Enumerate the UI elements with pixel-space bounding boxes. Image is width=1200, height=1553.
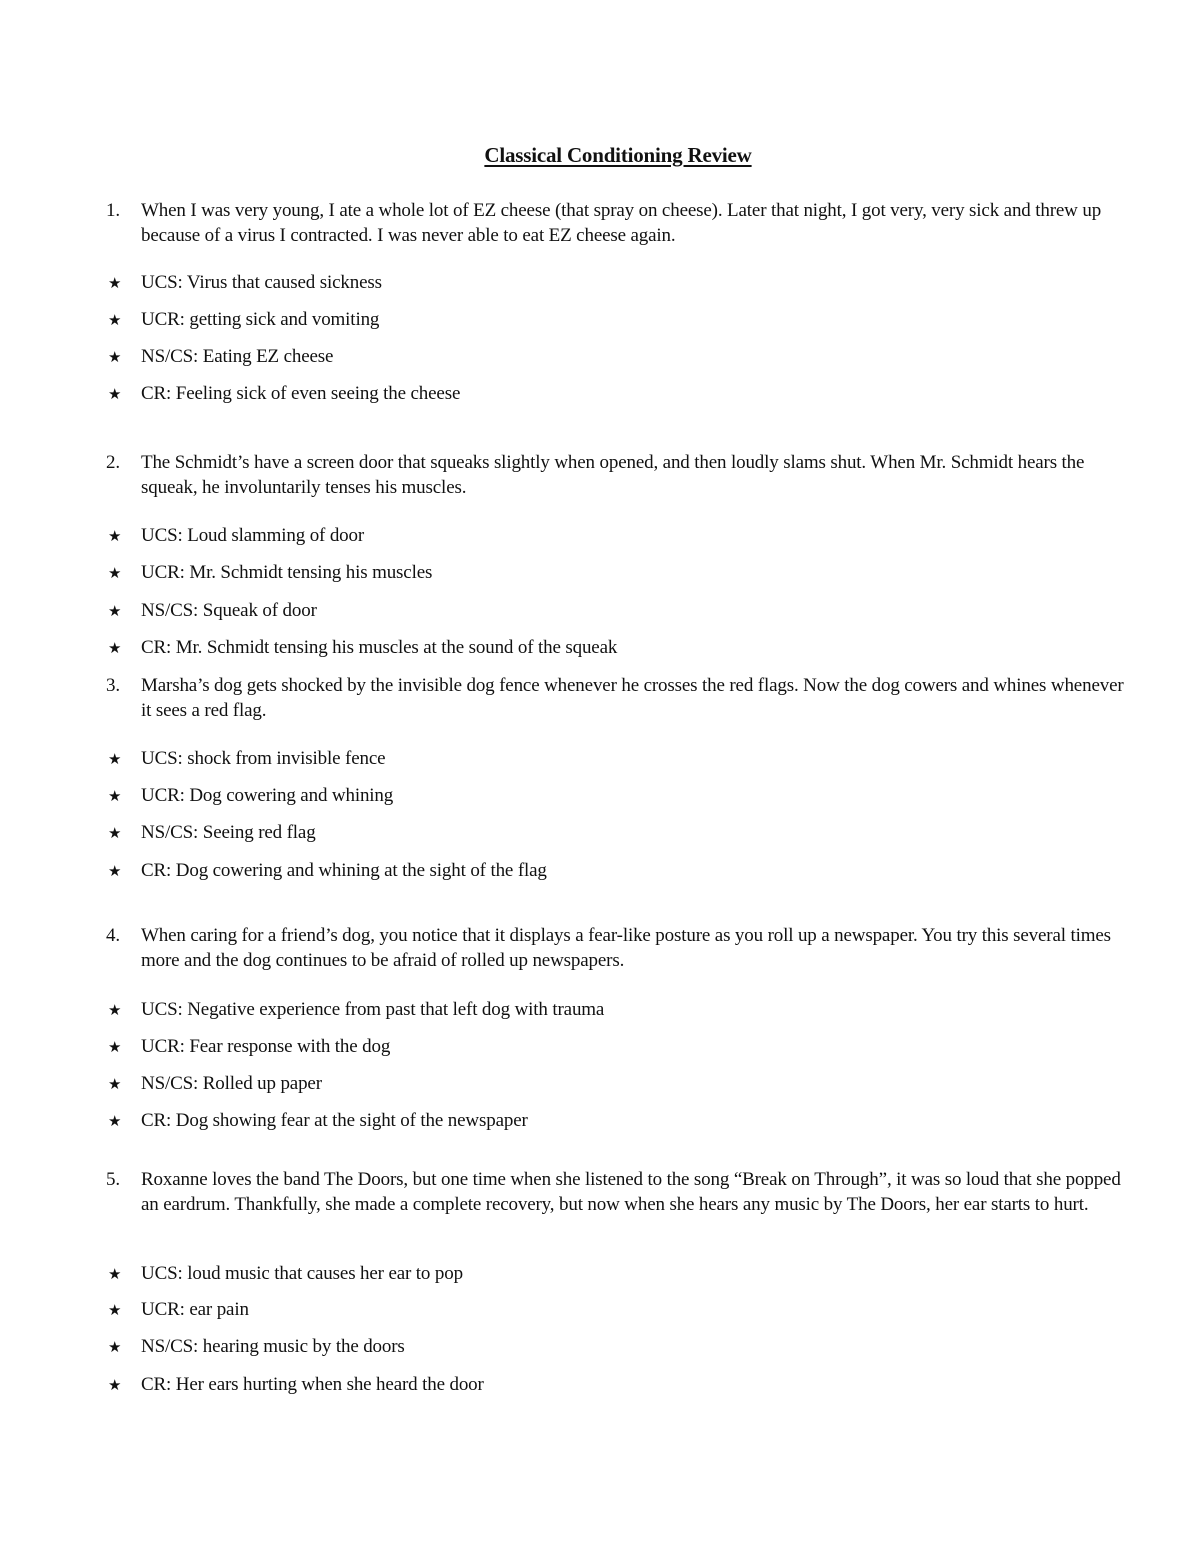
- star-bullet-icon: ★: [108, 1301, 122, 1319]
- star-bullet-icon: ★: [108, 1112, 122, 1130]
- answer-text: UCS: loud music that causes her ear to pop: [141, 1263, 463, 1284]
- question-number: 1.: [106, 200, 120, 221]
- star-bullet-icon: ★: [108, 1038, 122, 1056]
- answer-text: NS/CS: Rolled up paper: [141, 1073, 322, 1094]
- answer-text: NS/CS: Squeak of door: [141, 600, 317, 621]
- star-bullet-icon: ★: [108, 1376, 122, 1394]
- answer-item: [0, 1297, 1200, 1323]
- star-bullet-icon: ★: [108, 1338, 122, 1356]
- question-number: 4.: [106, 925, 120, 946]
- star-bullet-icon: ★: [108, 602, 122, 620]
- answer-item: [0, 523, 1200, 549]
- question-text: Marsha’s dog gets shocked by the invisible dog fence whenever he crosses the red flags. Now the dog cowers and whines whenever it sees a red flag.: [141, 675, 1124, 721]
- question-text: Roxanne loves the band The Doors, but one time when she listened to the song “Break on Through”, it was so loud that she popped an eardrum. Thankfully, she made a complete recovery, but now when she hears any music by The Doors, her ear starts to hurt.: [141, 1169, 1121, 1215]
- answer-item: [0, 820, 1200, 846]
- answer-item: [0, 344, 1200, 370]
- star-bullet-icon: ★: [108, 750, 122, 768]
- star-bullet-icon: ★: [108, 1001, 122, 1019]
- answer-text: NS/CS: Seeing red flag: [141, 822, 316, 843]
- answer-item: [0, 560, 1200, 586]
- answer-item: [0, 783, 1200, 809]
- answer-item: [0, 1372, 1200, 1398]
- answer-item: [0, 746, 1200, 772]
- answer-text: UCS: Loud slamming of door: [141, 525, 365, 546]
- star-bullet-icon: ★: [108, 1265, 122, 1283]
- star-bullet-icon: ★: [108, 862, 122, 880]
- answer-text: UCR: getting sick and vomiting: [141, 309, 380, 330]
- answer-text: UCS: shock from invisible fence: [141, 748, 386, 769]
- question-number: 3.: [106, 675, 120, 696]
- question-text: The Schmidt’s have a screen door that squeaks slightly when opened, and then loudly slams shut. When Mr. Schmidt hears the squeak, he involuntarily tenses his muscles.: [141, 452, 1085, 498]
- document-title: Classical Conditioning Review: [484, 143, 752, 167]
- answer-text: CR: Feeling sick of even seeing the cheese: [141, 383, 461, 404]
- answer-item: [0, 381, 1200, 407]
- answer-item: [0, 1261, 1200, 1287]
- star-bullet-icon: ★: [108, 824, 122, 842]
- answer-text: UCR: Mr. Schmidt tensing his muscles: [141, 562, 433, 583]
- answer-item: [0, 1334, 1200, 1360]
- answer-item: [0, 598, 1200, 624]
- answer-text: CR: Dog cowering and whining at the sight of the flag: [141, 860, 547, 881]
- answer-item: [0, 1108, 1200, 1134]
- star-bullet-icon: ★: [108, 348, 122, 366]
- star-bullet-icon: ★: [108, 385, 122, 403]
- answer-text: UCR: Dog cowering and whining: [141, 785, 394, 806]
- answer-item: [0, 1034, 1200, 1060]
- star-bullet-icon: ★: [108, 1075, 122, 1093]
- answer-text: UCR: ear pain: [141, 1299, 249, 1320]
- answer-text: UCS: Negative experience from past that left dog with trauma: [141, 999, 605, 1020]
- star-bullet-icon: ★: [108, 311, 122, 329]
- answer-item: [0, 858, 1200, 884]
- question-number: 5.: [106, 1169, 120, 1190]
- answer-item: [0, 997, 1200, 1023]
- star-bullet-icon: ★: [108, 564, 122, 582]
- answer-item: [0, 1071, 1200, 1097]
- star-bullet-icon: ★: [108, 527, 122, 545]
- question-number: 2.: [106, 452, 120, 473]
- answer-text: UCS: Virus that caused sickness: [141, 272, 382, 293]
- star-bullet-icon: ★: [108, 787, 122, 805]
- answer-item: [0, 270, 1200, 296]
- answer-text: CR: Dog showing fear at the sight of the newspaper: [141, 1110, 528, 1131]
- answer-item: [0, 635, 1200, 661]
- question-text: When I was very young, I ate a whole lot of EZ cheese (that spray on cheese). Later that night, I got very, very sick and threw up because of a virus I contracted. I was never able to eat EZ cheese again.: [141, 200, 1102, 246]
- answer-item: [0, 307, 1200, 333]
- answer-text: NS/CS: hearing music by the doors: [141, 1336, 405, 1357]
- answer-text: CR: Her ears hurting when she heard the door: [141, 1374, 484, 1395]
- star-bullet-icon: ★: [108, 274, 122, 292]
- star-bullet-icon: ★: [108, 639, 122, 657]
- answer-text: UCR: Fear response with the dog: [141, 1036, 391, 1057]
- question-text: When caring for a friend’s dog, you notice that it displays a fear-like posture as you roll up a newspaper. You try this several times more and the dog continues to be afraid of rolled up newspapers.: [141, 925, 1111, 971]
- answer-text: NS/CS: Eating EZ cheese: [141, 346, 334, 367]
- answer-text: CR: Mr. Schmidt tensing his muscles at the sound of the squeak: [141, 637, 618, 658]
